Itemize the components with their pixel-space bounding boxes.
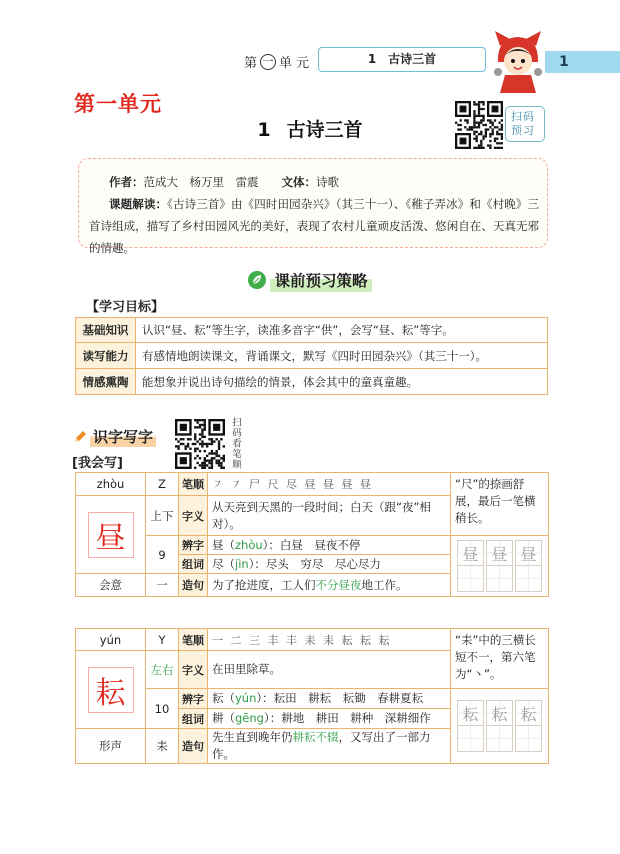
practice-box-empty[interactable]	[486, 726, 513, 752]
words-pinyin: gēng	[235, 711, 264, 725]
sentence-label: 造句	[179, 574, 208, 597]
character-display	[76, 496, 146, 574]
author-label: 作者：	[109, 175, 144, 189]
genre: 诗歌	[316, 175, 339, 189]
practice-box-empty[interactable]	[515, 566, 542, 592]
goal-text: 能想象并说出诗句描绘的情景，体会其中的童真童趣。	[136, 369, 548, 395]
words-char: 尽（	[212, 556, 235, 571]
meaning-label: 字义	[179, 651, 208, 689]
sentence-label: 造句	[179, 729, 208, 764]
mascot-hand-right	[534, 68, 542, 76]
topic-paragraph	[89, 193, 539, 259]
goal-label: 情感熏陶	[76, 369, 136, 395]
writing-tip: “尺”的捺画舒展，最后一笔横稍长。	[451, 473, 549, 536]
scan-preview-tag: 扫码预习	[505, 106, 545, 142]
stroke-order-label: 笔顺	[179, 629, 208, 651]
meaning: 从天亮到天黑的一段时间；白天（跟“夜”相对）。	[208, 496, 451, 536]
character-card	[75, 472, 549, 597]
goals-table	[75, 317, 548, 395]
lesson-name: 古诗三首	[286, 119, 363, 141]
sentence-highlight: 不分昼夜	[315, 577, 362, 592]
compare-label: 辨字	[179, 536, 208, 555]
pinyin: yún	[76, 629, 146, 651]
words-list: ）：尽头 穷尽 尽心尽力	[248, 556, 381, 571]
radical: 耒	[146, 729, 179, 764]
qr-code[interactable]	[175, 418, 225, 470]
authors: 范成大 杨万里 雷震	[143, 175, 259, 189]
mascot-body	[500, 75, 536, 93]
character-box	[88, 667, 134, 713]
stroke-order: 一 二 三 丰 丰 耒 耒 耘 耘 耘	[208, 629, 451, 651]
words-list: ）：耕地 耕田 耕种 深耕细作	[263, 711, 431, 725]
stroke-count: 10	[146, 689, 179, 729]
words-label: 组词	[179, 709, 208, 729]
goal-row	[76, 369, 548, 395]
meaning-label: 字义	[179, 496, 208, 536]
unit-prefix: 第	[244, 56, 258, 71]
author-line	[89, 171, 539, 193]
practice-box-empty[interactable]	[457, 566, 484, 592]
topic-text: 《古诗三首》由《四时田园杂兴》（其三十一）、《稚子弄冰》和《村晚》三首诗组成，描写了乡村田园风光的美好，表现了农村儿童顽皮活泼、悠闲自在、天真无邪的情趣。	[89, 197, 539, 255]
goals-heading: 【学习目标】	[86, 300, 165, 315]
header-lesson-title: 1 古诗三首	[318, 47, 486, 72]
mascot-hand-left	[494, 68, 502, 76]
practice-box-empty[interactable]	[486, 566, 513, 592]
practice-grid-cell	[451, 689, 549, 764]
practice-box-empty[interactable]	[515, 726, 542, 752]
practice-grid	[455, 540, 544, 592]
words-entry	[208, 709, 451, 729]
mascot-eye-right	[521, 59, 525, 63]
practice-grid-cell	[451, 536, 549, 597]
words-entry	[208, 555, 451, 574]
unit-title: 第一单元	[74, 92, 162, 116]
literacy-title: 识字写字	[90, 426, 156, 447]
lesson-number: 1	[257, 119, 271, 141]
formation-type: 形声	[76, 729, 146, 764]
sentence-start: 为了抢进度，工人们	[212, 577, 316, 592]
goal-row	[76, 343, 548, 369]
example-sentence	[208, 574, 451, 597]
initial-letter: Y	[146, 629, 179, 651]
compare-char: 耘（	[212, 691, 235, 705]
compare-pinyin: yún	[235, 691, 257, 705]
target-character: 耘	[95, 675, 126, 711]
practice-char: 昼	[491, 544, 508, 564]
compare-words: ）：耘田 耕耘 耘锄 春耕夏耘	[256, 691, 424, 705]
practice-char: 耘	[520, 704, 537, 724]
literacy-heading	[72, 426, 156, 447]
sentence-end: 地工作。	[361, 577, 408, 592]
compare-entry	[208, 536, 451, 555]
unit-number-circled: 一	[260, 54, 276, 70]
practice-box-empty[interactable]	[457, 726, 484, 752]
goal-text: 认识“昼、耘”等生字，读准多音字“供”，会写“昼、耘”等字。	[136, 318, 548, 343]
goal-text: 有感情地朗读课文，背诵课文，默写《四时田园杂兴》（其三十一）。	[136, 343, 548, 369]
practice-char: 耘	[462, 704, 479, 724]
sentence-end: ，又写出了一部力作。	[212, 730, 431, 761]
structure: 上下	[146, 496, 179, 536]
qr-code[interactable]	[455, 100, 503, 150]
character-display	[76, 651, 146, 729]
compare-char: 昼（	[212, 537, 235, 552]
stroke-count: 9	[146, 536, 179, 574]
strategy-heading	[0, 268, 620, 292]
stroke-order-label: 笔顺	[179, 473, 208, 496]
compare-words: ）：白昼 昼夜不停	[262, 537, 361, 552]
sentence-start: 先生直到晚年仍	[212, 730, 293, 744]
mascot-face	[504, 47, 532, 75]
practice-grid	[455, 700, 544, 752]
strategy-title: 课前预习策略	[270, 268, 371, 292]
compare-pinyin: zhòu	[235, 537, 263, 552]
mascot-eye-left	[511, 59, 515, 63]
character-card	[75, 628, 549, 764]
pinyin: zhòu	[76, 473, 146, 496]
character-box	[88, 512, 134, 558]
radical: 一	[146, 574, 179, 597]
pencil-icon	[72, 429, 88, 445]
sentence-highlight: 耕耘不辍	[292, 730, 339, 744]
unit-header	[244, 52, 309, 71]
words-pinyin: jìn	[235, 556, 249, 571]
words-char: 耕（	[212, 711, 235, 725]
practice-char: 耘	[491, 704, 508, 724]
mascot-illustration	[490, 30, 546, 94]
writing-tip: “耒”中的三横长短不一，第六笔为“丶”。	[451, 629, 549, 689]
words-label: 组词	[179, 555, 208, 574]
structure: 左右	[146, 651, 179, 689]
goal-label: 读写能力	[76, 343, 136, 369]
topic-label: 课题解读：	[109, 197, 168, 211]
scan-stroke-order-tag: 扫码看笔顺	[230, 417, 241, 470]
initial-letter: Z	[146, 473, 179, 496]
page-number-tab: 1	[545, 51, 620, 73]
meaning: 在田里除草。	[208, 651, 451, 689]
lesson-intro-box	[78, 158, 548, 255]
genre-label: 文体：	[281, 175, 316, 189]
unit-suffix: 单 元	[279, 56, 310, 71]
practice-char: 昼	[462, 544, 479, 564]
practice-char: 昼	[520, 544, 537, 564]
target-character: 昼	[95, 520, 126, 556]
leaf-icon	[248, 271, 266, 289]
compare-entry	[208, 689, 451, 709]
example-sentence	[208, 729, 451, 764]
compare-label: 辨字	[179, 689, 208, 709]
stroke-order: ㇇ ㇇ 尸 尺 尽 昼 昼 昼 昼	[208, 473, 451, 496]
write-subheading: [我会写]	[72, 456, 123, 471]
goal-row	[76, 318, 548, 343]
goal-label: 基础知识	[76, 318, 136, 343]
formation-type: 会意	[76, 574, 146, 597]
